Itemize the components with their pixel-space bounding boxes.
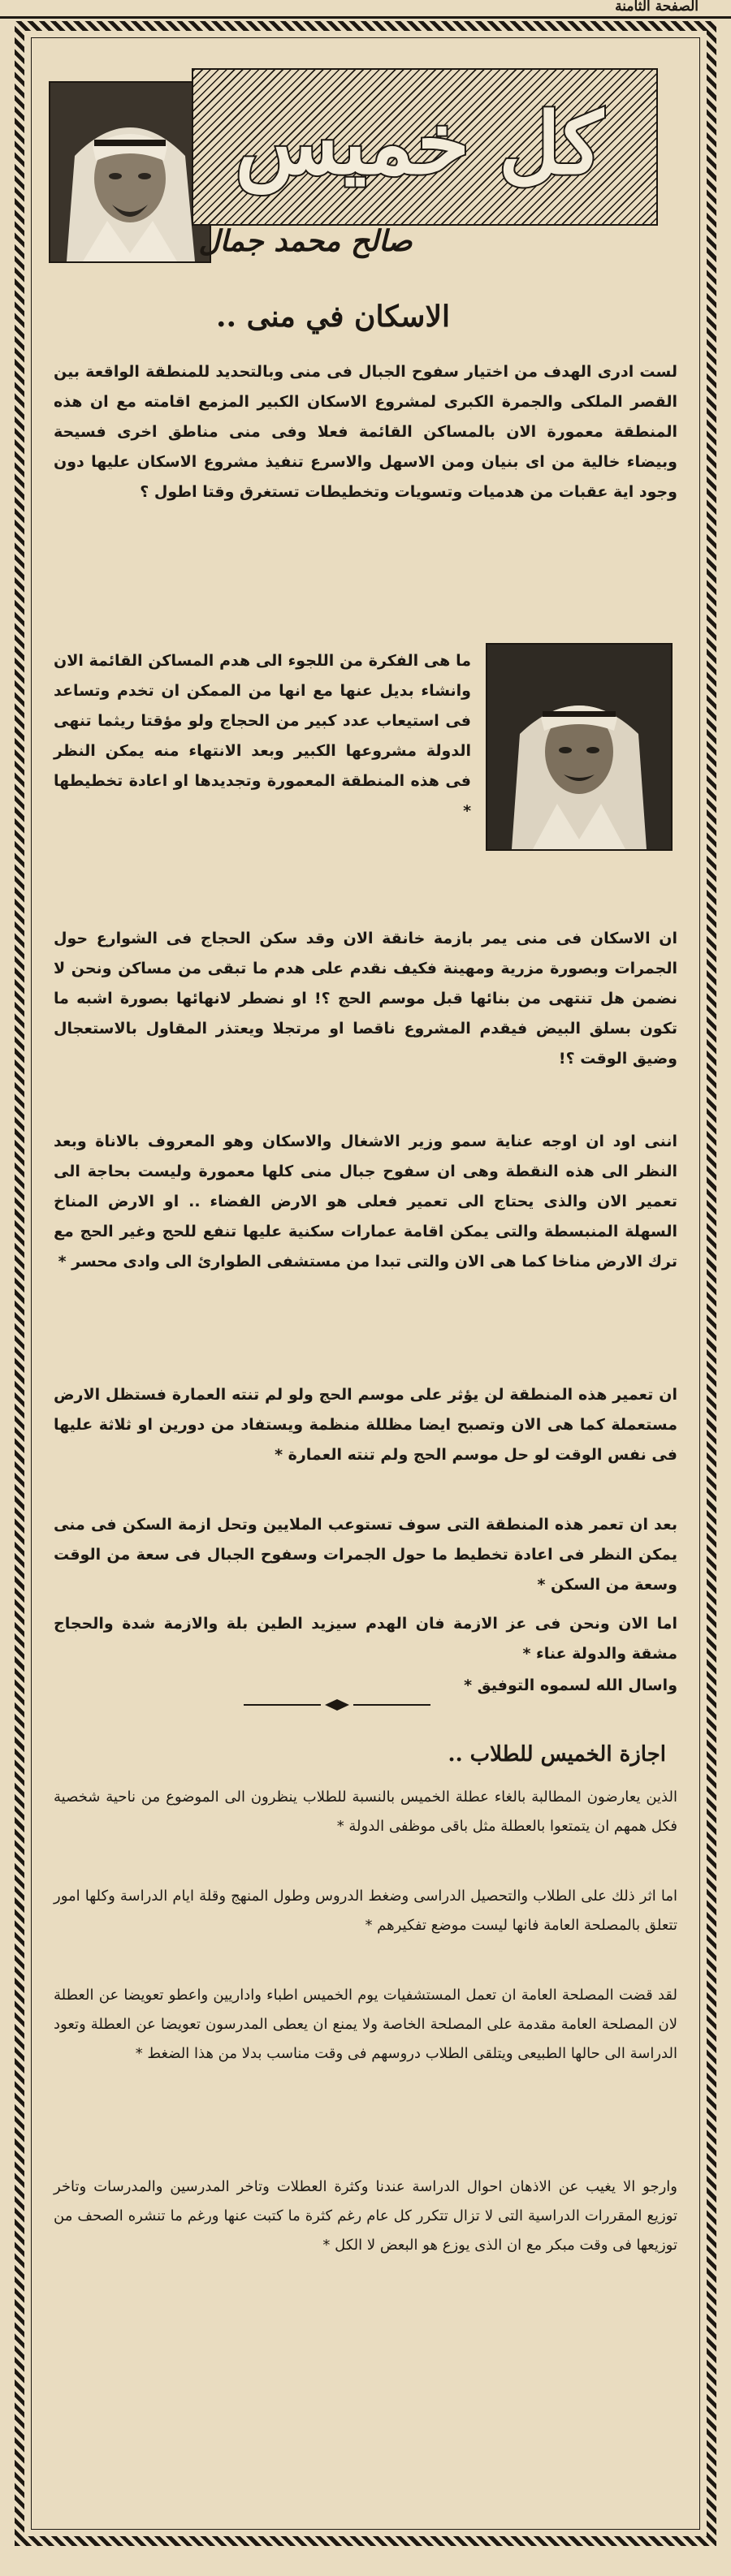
- subsection-title: اجازة الخميس للطلاب ..: [448, 1742, 666, 1767]
- article-paragraph: اما الان ونحن فى عز الازمة فان الهدم سيزيد الطين بلة والازمة شدة والحجاج مشقة والدولة عناء *: [54, 1615, 677, 1663]
- minister-portrait-photo: [486, 643, 673, 851]
- page-header-bar: [0, 0, 731, 19]
- column-name: كل خميس: [235, 93, 603, 193]
- section-divider-ornament: [244, 1697, 430, 1713]
- article-title: الاسكان في منى ..: [215, 300, 451, 334]
- subsection-paragraph: اما اثر ذلك على الطلاب والتحصيل الدراسى وضغط الدروس وطول المنهج وقلة ايام الدراسة وكلها امور تتعلق بالمصلحة العامة فانها ليست موضع تفكيرهم *: [54, 1888, 677, 1934]
- article-paragraph: بعد ان تعمر هذه المنطقة التى سوف تستوعب الملايين وتحل ازمة السكن فى منى يمكن النظر فى اعادة تخطيط ما حول الجمرات وسفوح الجبال فى سعة من الوقت وسعة من السكن *: [54, 1516, 677, 1594]
- author-signature: صالح محمد جمال: [198, 224, 413, 258]
- subsection-paragraph: لقد قضت المصلحة العامة ان تعمل المستشفيات يوم الخميس اطباء واداريين واعطو تعويضا عن العطلة لان المصلحة العامة مقدمة على المصلحة الخاصة ولا يمنع ان يعطى المدرسون تعويضا عن العطلة وتعود الدراسة الى حالها الطبيعى ويتلقى الطلاب دروسهم فى وقت مناسب بدلا من هذا الضغط *: [54, 1987, 677, 2062]
- article-paragraph: ان تعمير هذه المنطقة لن يؤثر على موسم الحج ولو لم تنته العمارة فستظل الارض مستعملة كما هى الان وتصبح ايضا مظللة منظمة ويستفاد من دورين او ثلاثة عليها فى نفس الوقت لو حل موسم الحج ولم تنته العمارة *: [54, 1386, 677, 1464]
- subsection-paragraph: الذين يعارضون المطالبة بالغاء عطلة الخميس بالنسبة للطلاب ينظرون الى الموضوع من ناحية شخصية فكل همهم ان يتمتعوا بالعطلة مثل باقى موظفى الدولة *: [54, 1789, 677, 1835]
- subsection-paragraph: وارجو الا يغيب عن الاذهان احوال الدراسة عندنا وكثرة العطلات وتاخر المدرسين والمدرسات وتاخر توزيع المقررات الدراسية التى لا تزال تتكرر كل عام رغم كثرة ما كتبت عنها ورغم ما تنشره الصحف من توزيعها فى وقت مبكر مع ان الذى يوزع هو البعض لا الكل *: [54, 2178, 677, 2254]
- article-paragraph: ما هى الفكرة من اللجوء الى هدم المساكن القائمة الان وانشاء بديل عنها مع انها من الممكن ان تخدم وتساعد فى استيعاب عدد كبير من الحجاج ولو مؤقتا ريثما تنهى الدولة مشروعها الكبير وبعد الانتهاء منه يمكن النظر فى هذه المنطقة المعمورة وتجديدها او اعادة تخطيطها *: [54, 652, 471, 820]
- author-portrait-photo: [49, 81, 211, 263]
- article-paragraph: ان الاسكان فى منى يمر بازمة خانقة الان وقد سكن الحجاج فى الشوارع حول الجمرات وبصورة مزرية ومهينة فكيف نقدم على هدم ما تبقى من مساكن ونحن لا نضمن هل تنتهى من بنائها قبل موسم الحج ؟! او نضطر لانهائها بصورة اشبه ما تكون بسلق البيض فيقدم المشروع ناقصا او مرتجلا ويعتذر المقاول بالاستعجال وضيق الوقت ؟!: [54, 930, 677, 1068]
- article-paragraph: لست ادرى الهدف من اختيار سفوح الجبال فى منى وبالتحديد للمنطقة الواقعة بين القصر الملكى والجمرة الكبرى لمشروع الاسكان الكبير المزمع اقامته مع ان هذه المنطقة معمورة الان بالمساكن القائمة فعلا وفى منى مناطق اخرى فسيحة وبيضاء خالية من اى بنيان ومن الاسهل والاسرع تنفيذ مشروع الاسكان عليها دون وجود اية عقبات من هدميات وتسويات وتخطيطات تستغرق وقتا اطول ؟: [54, 363, 677, 501]
- article-paragraph: اننى اود ان اوجه عناية سمو وزير الاشغال والاسكان وهو المعروف بالاناة وبعد النظر الى هذه النقطة وهى ان سفوح جبال منى كلها معمورة وليست بحاجة الى تعمير الان والذى يحتاج الى تعمير فعلى هو الارض الفضاء .. او الارض المناخ السهلة المنبسطة والتى يمكن اقامة عمارات سكنية عليها تنفع للحج وغير الحج مع ترك الارض مناخا كما هى الان والتى تبدا من مستشفى الطوارئ الى وادى محسر *: [54, 1133, 677, 1271]
- page-number: الصفحة الثامنة: [615, 0, 699, 15]
- article-paragraph: واسال الله لسموه التوفيق *: [464, 1676, 677, 1694]
